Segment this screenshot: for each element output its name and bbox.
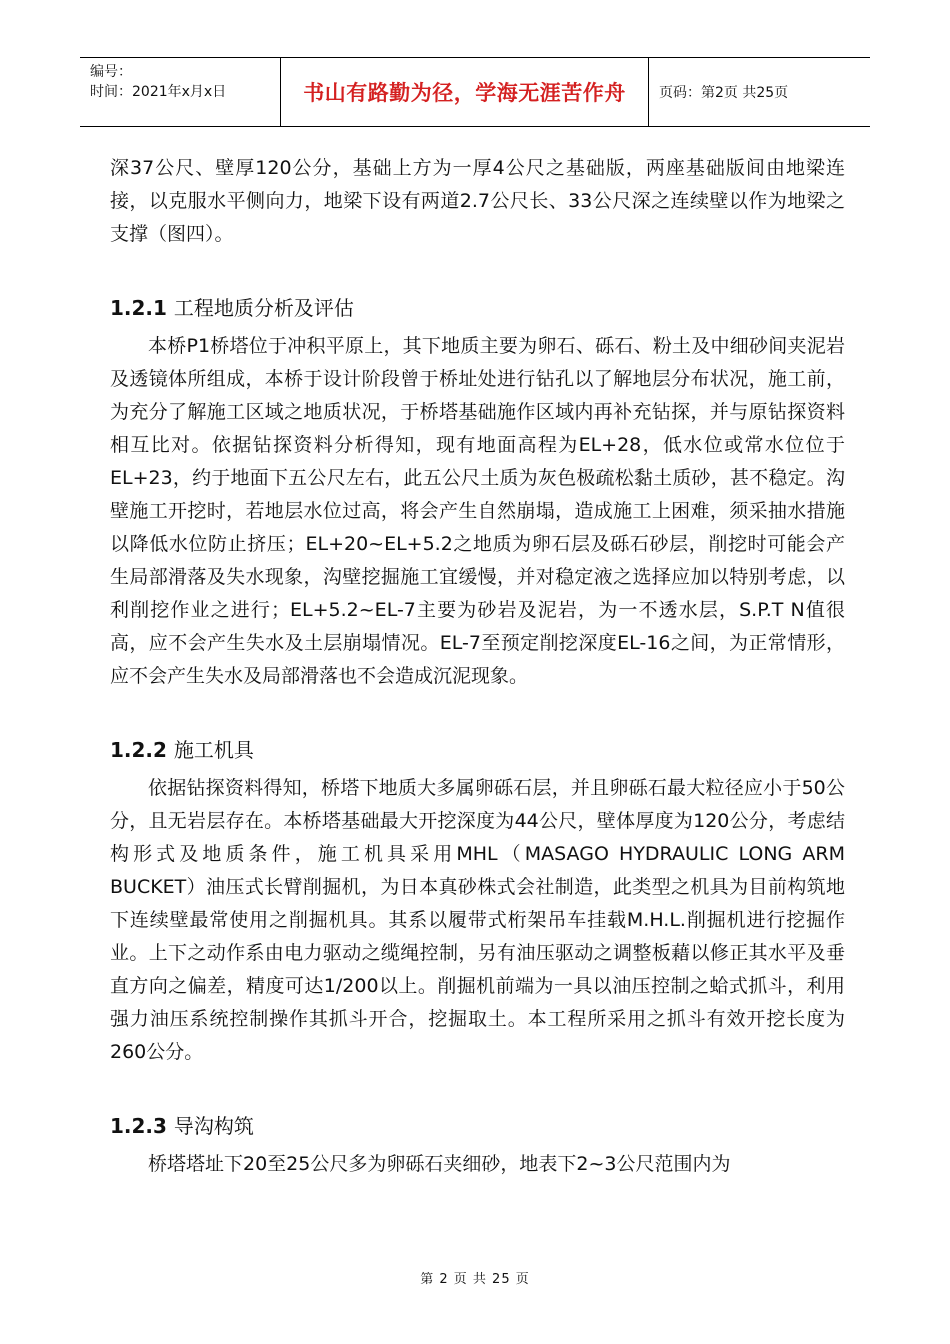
section-title: 施工机具 [173, 738, 254, 762]
section-paragraph-3: 桥塔塔址下20至25公尺多为卵砾石夹细砂，地表下2~3公尺范围内为 [148, 1153, 731, 1175]
document-body [110, 152, 845, 1181]
section-heading-3 [110, 1109, 845, 1143]
header-time-label: 时间：2021年x月x日 [90, 84, 227, 100]
header-motto: 书山有路勤为径，学海无涯苦作舟 [281, 58, 649, 126]
section-number: 1.2.3 [110, 1114, 167, 1138]
section-title: 工程地质分析及评估 [173, 296, 354, 320]
section-number: 1.2.1 [110, 296, 167, 320]
page-header [80, 57, 870, 127]
section-title: 导沟构筑 [173, 1114, 254, 1138]
header-number-label: 编号： [90, 64, 132, 80]
intro-paragraph: 深37公尺、壁厚120公分，基础上方为一厚4公尺之基础版，两座基础版间由地梁连接，以克服水平侧向力，地梁下设有两道2.7公尺长、33公尺深之连续壁以作为地梁之支撑（图四）。 [110, 157, 845, 245]
section-paragraph-1: 本桥P1桥塔位于冲积平原上，其下地质主要为卵石、砾石、粉土及中细砂间夹泥岩及透镜体所组成，本桥于设计阶段曾于桥址处进行钻孔以了解地层分布状况，施工前，为充分了解施工区域之地质状况，于桥塔基础施作区域内再补充钻探，并与原钻探资料相互比对。依据钻探资料分析得知，现有地面高程为EL+28，低水位或常水位位于EL+23，约于地面下五公尺左右，此五公尺土质为灰色极疏松黏土质砂，甚不稳定。沟壁施工开挖时，若地层水位过高，将会产生自然崩塌，造成施工上困难，须采抽水措施以降低水位防止挤压；EL+20~EL+5.2之地质为卵石层及砾石砂层，削挖时可能会产生局部滑落及失水现象，沟壁挖掘施工宜缓慢，并对稳定液之选择应加以特别考虑，以利削挖作业之进行；EL+5.2~EL-7主要为砂岩及泥岩，为一不透水层，S.P.T N值很高，应不会产生失水及土层崩塌情况。EL-7至预定削挖深度EL-16之间，为正常情形，应不会产生失水及局部滑落也不会造成沉泥现象。 [110, 335, 845, 687]
header-meta [80, 58, 281, 126]
header-page-info: 页码：第2页 共25页 [659, 85, 789, 101]
section-heading-2 [110, 733, 845, 767]
section-heading-1 [110, 291, 845, 325]
page-footer: 第 2 页 共 25 页 [420, 1272, 530, 1287]
section-paragraph-2: 依据钻探资料得知，桥塔下地质大多属卵砾石层，并且卵砾石最大粒径应小于50公分，且无岩层存在。本桥塔基础最大开挖深度为44公尺，壁体厚度为120公分，考虑结构形式及地质条件，施工机具采用MHL（MASAGO HYDRAULIC LONG ARM BUCKET）油压式长臂削掘机，为日本真砂株式会社制造，此类型之机具为目前构筑地下连续壁最常使用之削掘机具。其系以履带式桁架吊车挂载M.H.L.削掘机进行挖掘作业。上下之动作系由电力驱动之缆绳控制，另有油压驱动之调整板藉以修正其水平及垂直方向之偏差，精度可达1/200以上。削掘机前端为一具以油压控制之蛤式抓斗，利用强力油压系统控制操作其抓斗开合，挖掘取土。本工程所采用之抓斗有效开挖长度为260公分。 [110, 777, 845, 1063]
section-number: 1.2.2 [110, 738, 167, 762]
